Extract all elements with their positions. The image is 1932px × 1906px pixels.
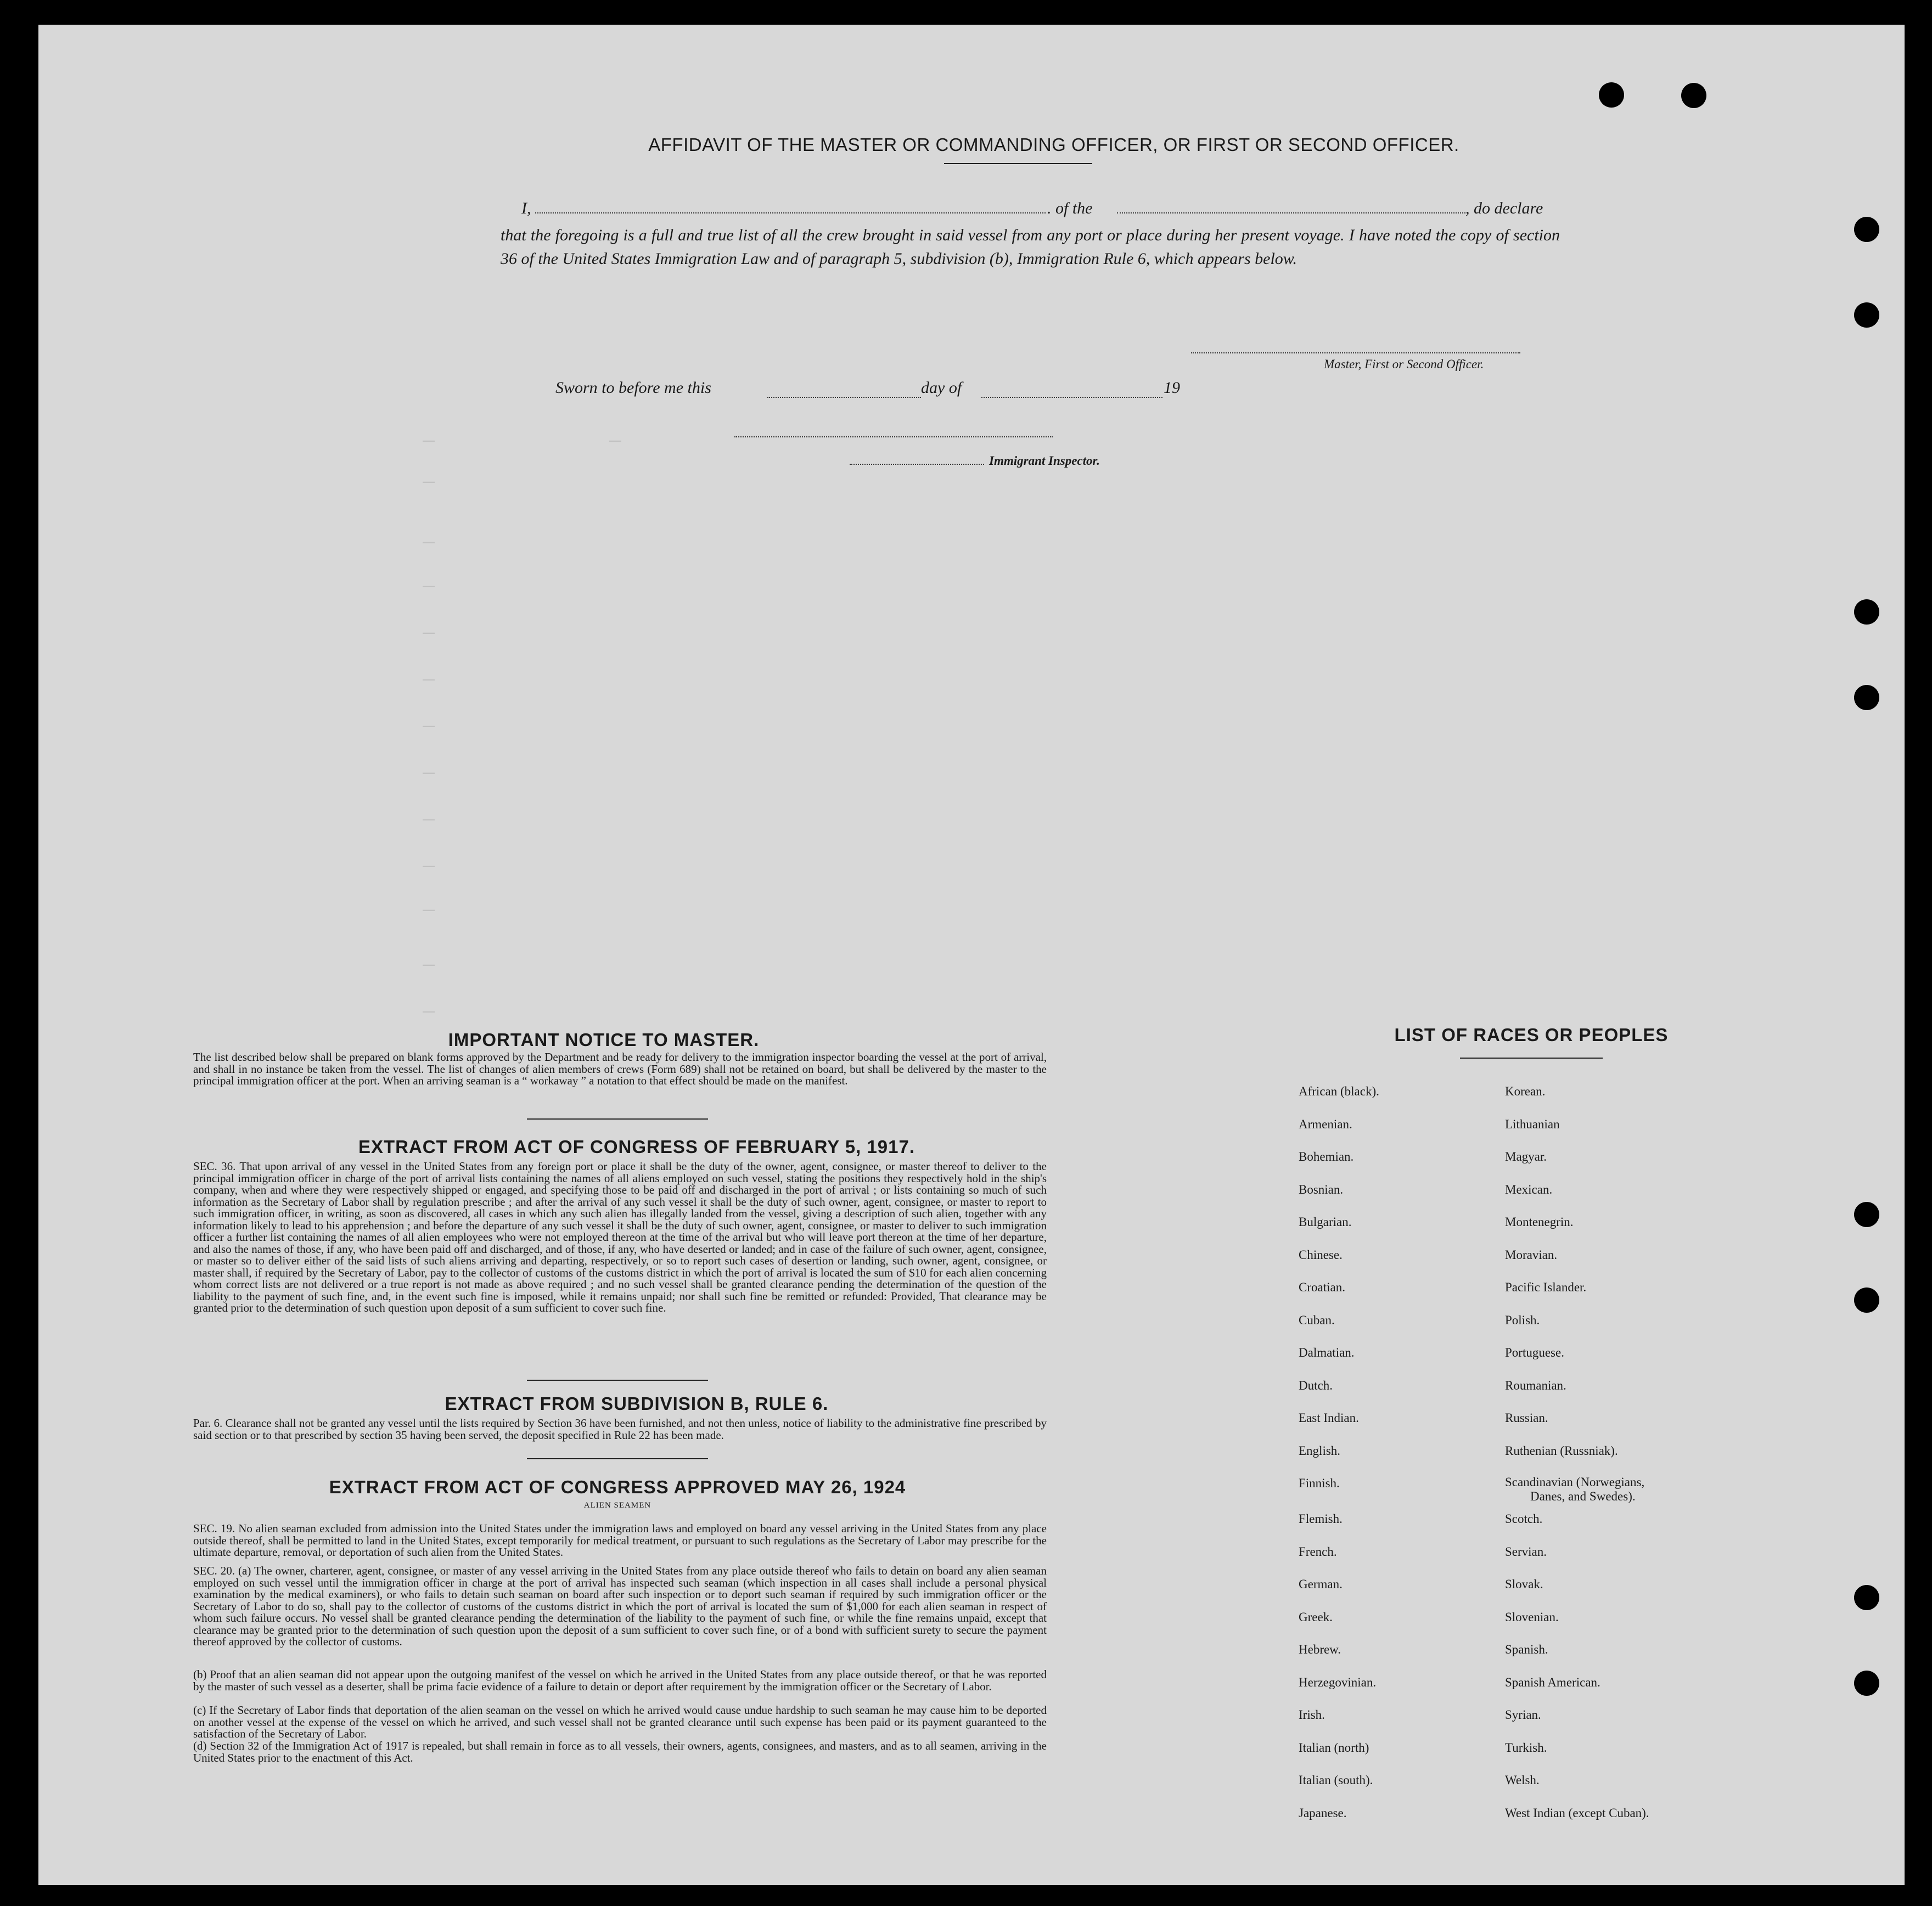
race-item: Flemish.	[1299, 1512, 1343, 1526]
punch-hole	[1854, 1585, 1879, 1610]
document-page: — — — — — — — — — — — — — — AFFIDAVIT OF THE MASTER OR COMMANDING OFFICER, OR FIRST OR SECOND OFFICER. I, . of the , do declare that the foregoing is a full and true list of all the crew brought in said vessel from any port or place during her present voyage. I have noted the copy of section 36 of the United States Immigration Law and of paragraph 5, subdivision (b), Immigration Rule 6, which appears below. Master, First or Second Officer. Sworn to before me this day of 19 Immigrant Inspector. IMPORTANT NOTICE TO MASTER. The list described below shall be prepared on blank forms approved by the Department and be ready for delivery to the immigration inspector boarding the vessel at the port of arrival, and shall in no instance be taken from the vessel. The list of changes of alien members of crews (Form 689) shall not be retained on board, but shall be delivered by the master to the principal immigration officer at the port. When an arriving seaman is a “ workaway ” a notation to that effect should be made on the manifest. EXTRACT FROM ACT OF CONGRESS OF FEBRUARY 5, 1917. SEC. 36. That upon arrival of any vessel in the United States from any foreign port or place it shall be the duty of the owner, agent, consignee, or master thereof to deliver to the principal immigration officer in charge of the port of arrival lists containing the names of all aliens employed on such vessel, stating the positions they respectively hold in the ship's company, when and where they were respectively shipped or engaged, and specifying those to be paid off and discharged in the port of arrival ; or lists containing so much of such information as the Secretary of Labor shall by regulation prescribe ; and after the arrival of any such vessel it shall be the duty of such owner, agent, consignee, or master to report to such immigration officer, in writing, as soon as discovered, all cases in which any such alien has illegally landed from the vessel, giving a description of such alien, together with any information likely to lead to his apprehension ; and before the departure of any such vessel it shall be the duty of such owner, agent, consignee, or master to deliver to such immigration officer a further list containing the names of all alien employees who were not employed thereon at the time of the arrival but who will leave port thereon at the time of her departure, and also the names of those, if any, who have been paid off and discharged, and of those, if any, who have deserted or landed; and in case of the failure of such owner, agent, consignee, or master so to deliver either of the said lists of such aliens arriving and departing, respectively, or so to report such cases of desertion or landing, such owner, agent, consignee, or master shall, if required by the Secretary of Labor, pay to the collector of customs of the customs district in which the port of arrival is located the sum of $10 for each alien concerning whom correct lists are not delivered or a true report is not made as above required ; and no such vessel shall be granted clearance pending the determination of the question of the liability to the payment of such fine, and, in the event such fine is imposed, while it remains unpaid; nor shall such fine be remitted or refunded: Provided, That clearance may be granted prior to the determination of such question upon deposit of a sum sufficient to cover such fine. EXTRACT FROM SUBDIVISION B, RULE 6. Par. 6. Clearance shall not be granted any vessel until the lists required by Section 36 have been furnished, and not then unless, notice of liability to the administrative fine prescribed by said section or to that prescribed by section 35 having been served, the deposit specified in Rule 22 has been made. EXTRACT FROM ACT OF CONGRESS APPROVED MAY 26, 1924 ALIEN SEAMEN SEC. 19. No alien seaman excluded from admission into the United States under the immigration laws and employed on board any vessel arriving in the United States from any place outside thereof, shall be permitted to land in the United States, except temporarily for medical treatment, or pursuant to such regulations as the Secretary of Labor may prescribe for the ultimate departure, removal, or deportation of such alien from the United States. SEC. 20. (a) The owner, charterer, agent, consignee, or master of any vessel arriving in the United States from any place outside thereof who fails to detain on board any alien seaman employed on such vessel until the immigration officer in charge at the port of arrival has inspected such seaman (which inspection in all cases shall include a personal physical examination by the medical examiners), or who fails to detain such seaman on board after such inspection or to deport such seaman if required by such immigration officer or the Secretary of Labor to do so, shall pay to the collector of customs of the customs district in which the port of arrival is located the sum of $1,000 for each alien seaman in respect of whom such failure occurs. No vessel shall be granted clearance pending the determination of the liability to the payment of such fine, or while the fine remains unpaid, except that clearance may be granted prior to the determination of such question upon the deposit of a sum sufficient to cover such fine, or of a bond with sufficient surety to secure the payment thereof approved by the collector of customs. (b) Proof that an alien seaman did not appear upon the outgoing manifest of the vessel on which he arrived in the United States from any place outside thereof, or that he was reported by the master of such vessel as a deserter, shall be prima facie evidence of a failure to detain or deport after requirement by the immigration officer or the Secretary of Labor. (c) If the Secretary of Labor finds that deportation of the alien seaman on the vessel on which he arrived would cause undue hardship to such seaman he may cause him to be deported on another vessel at the expense of the vessel on which he arrived, and such vessel shall not be granted clearance until such expense has been paid or its payment guaranteed to the satisfaction of the Secretary of Labor. (d) Section 32 of the Immigration Act of 1917 is repealed, but shall remain in force as to all vessels, their owners, agents, consignees, and masters, and as to all seamen, arriving in the United States prior to the enactment of this Act. LIST OF RACES OR PEOPLES African (black). Armenian. Bohemian. Bosnian. Bulgarian. Chinese. Croatian. Cuban. Dalmatian. Dutch. East Indian. English. Finnish. Flemish. French. German. Greek. Hebrew. Herzegovinian. Irish. Italian (north) Italian (south). Japanese. Korean. Lithuanian Magyar. Mexican. Montenegrin. Moravian. Pacific Islander. Polish. Portuguese. Roumanian. Russian. Ruthenian (Russniak). Scandinavian (Norwegians, Danes, and Swedes). Scotch. Servian. Slovak. Slovenian. Spanish. Spanish American. Syrian. Turkish. Welsh. West Indian (except Cuban).	[38, 25, 1905, 1885]
race-item: Herzegovinian.	[1299, 1675, 1377, 1689]
race-item: French.	[1299, 1544, 1337, 1559]
race-item: Bohemian.	[1299, 1150, 1354, 1163]
races-title: LIST OF RACES OR PEOPLES	[1394, 1025, 1669, 1045]
punch-hole	[1681, 83, 1706, 108]
affidavit-title: AFFIDAVIT OF THE MASTER OR COMMANDING OFFICER, OR FIRST OR SECOND OFFICER.	[648, 134, 1459, 155]
sworn-label: Sworn to before me this	[555, 379, 711, 397]
race-item: Russian.	[1505, 1411, 1548, 1425]
divider	[527, 1458, 708, 1459]
punch-hole	[1854, 1202, 1879, 1227]
day-of-label: day of	[921, 379, 962, 397]
race-item: Italian (north)	[1299, 1740, 1369, 1755]
race-item: African (black).	[1299, 1084, 1379, 1098]
affidavit-body: that the foregoing is a full and true list of all the crew brought in said vessel from any port or place during her present voyage. I have noted the copy of section 36 of the United States Immigration Law and of paragraph 5, subdivision (b), Immigration Rule 6, which appears below.	[501, 226, 1560, 268]
race-item: Pacific Islander.	[1505, 1280, 1587, 1294]
race-item: Polish.	[1505, 1313, 1540, 1327]
extract-1924-title: EXTRACT FROM ACT OF CONGRESS APPROVED MAY 26, 1924	[329, 1477, 906, 1497]
race-item: Greek.	[1299, 1610, 1333, 1624]
master-label: Master, First or Second Officer.	[1324, 357, 1484, 371]
extract-1917-title: EXTRACT FROM ACT OF CONGRESS OF FEBRUARY 5, 1917.	[358, 1137, 916, 1157]
race-item: East Indian.	[1299, 1411, 1359, 1425]
extract-1924-sec20a: SEC. 20. (a) The owner, charterer, agent, consignee, or master of any vessel arriving in the United States from any place outside thereof who fails to detain on board any alien seaman employed on such vessel until the immigration officer in charge at the port of arrival has inspected such seaman (which inspection in all cases shall include a personal physical examination by the medical examiners), or who fails to detain such seaman on board after such inspection or to deport such seaman if required by such immigration officer or the Secretary of Labor to do so, shall pay to the collector of customs of the customs district in which the port of arrival is located the sum of $1,000 for each alien seaman in respect of whom such failure occurs. No vessel shall be granted clearance pending the determination of the liability to the payment of such fine, or while the fine remains unpaid, except that clearance may be granted prior to the determination of such question upon the deposit of a sum sufficient to cover such fine, or of a bond with sufficient surety to secure the payment thereof approved by the collector of customs.	[193, 1564, 1047, 1648]
punch-hole	[1854, 217, 1879, 242]
races-column-1	[1299, 1083, 1379, 1837]
race-item: Armenian.	[1299, 1117, 1352, 1131]
rule6-text: Par. 6. Clearance shall not be granted any vessel until the lists required by Section 36 have been furnished, and not then unless, notice of liability to the administrative fine prescribed by said section or to that prescribed by section 35 having been served, the deposit specified in Rule 22 has been made.	[193, 1416, 1047, 1442]
race-item: Montenegrin.	[1505, 1215, 1574, 1229]
race-item: Hebrew.	[1299, 1643, 1341, 1656]
race-item: Bulgarian.	[1299, 1215, 1352, 1229]
race-item: Spanish American.	[1505, 1675, 1600, 1689]
race-item: English.	[1299, 1443, 1341, 1458]
race-item: Bosnian.	[1299, 1182, 1344, 1196]
race-item: Japanese.	[1299, 1806, 1347, 1820]
race-item: Mexican.	[1505, 1182, 1553, 1196]
race-item: Chinese.	[1299, 1247, 1343, 1262]
race-item: Finnish.	[1299, 1476, 1340, 1490]
extract-1924-sec19: SEC. 19. No alien seaman excluded from admission into the United States under the immigration laws and employed on board any vessel arriving in the United States from any place outside thereof, shall be permitted to land in the United States, except temporarily for medical treatment, or pursuant to such regulations as the Secretary of Labor may prescribe for the ultimate departure, removal, or deportation of such alien from the United States.	[193, 1522, 1047, 1559]
race-item: Ruthenian (Russniak).	[1505, 1443, 1618, 1458]
race-item: Italian (south).	[1299, 1773, 1373, 1787]
race-item: Croatian.	[1299, 1280, 1345, 1294]
punch-hole	[1854, 1287, 1879, 1313]
race-item: Cuban.	[1299, 1313, 1335, 1327]
extract-1917-text: SEC. 36. That upon arrival of any vessel in the United States from any foreign port or place it shall be the duty of the owner, agent, consignee, or master thereof to deliver to the principal immigration officer in charge of the port of arrival lists containing the names of all aliens employed on such vessel, stating the positions they respectively hold in the ship's company, when and where they were respectively shipped or engaged, and specifying those to be paid off and discharged in the port of arrival ; or lists containing so much of such information as the Secretary of Labor shall by regulation prescribe ; and after the arrival of any such vessel it shall be the duty of such owner, agent, consignee, or master to report to such immigration officer, in writing, as soon as discovered, all cases in which any such alien has illegally landed from the vessel, giving a description of such alien, together with any information likely to lead to his apprehension ; and before the departure of any such vessel it shall be the duty of such owner, agent, consignee, or master to deliver to such immigration officer a further list containing the names of all alien employees who were not employed thereon at the time of the arrival but who will leave port thereon at the time of her departure, and also the names of those, if any, who have been paid off and discharged, and of those, if any, who have deserted or landed; and in case of the failure of such owner, agent, consignee, or master so to deliver either of the said lists of such aliens arriving and departing, respectively, or so to report such cases of desertion or landing, such owner, agent, consignee, or master shall, if required by the Secretary of Labor, pay to the collector of customs of the customs district in which the port of arrival is located the sum of $10 for each alien concerning whom correct lists are not delivered or a true report is not made as above required ; and no such vessel shall be granted clearance pending the determination of the question of the liability to the payment of such fine, and, in the event such fine is imposed, while it remains unpaid; nor shall such fine be remitted or refunded: Provided, That clearance may be granted prior to the determination of such question upon deposit of a sum sufficient to cover such fine.	[193, 1160, 1047, 1314]
race-item: Irish.	[1299, 1708, 1325, 1722]
master-signature-line[interactable]	[1191, 352, 1520, 353]
affidavit-i: I,	[521, 199, 531, 217]
officer-name-line[interactable]	[535, 212, 1046, 213]
race-item: Welsh.	[1505, 1773, 1540, 1787]
punch-hole	[1854, 599, 1879, 625]
race-item: Syrian.	[1505, 1708, 1541, 1722]
race-item: Dutch.	[1299, 1378, 1333, 1392]
vessel-name-line[interactable]	[1117, 212, 1465, 213]
race-item: Spanish.	[1505, 1643, 1548, 1656]
extract-1924-sec20d: (d) Section 32 of the Immigration Act of 1917 is repealed, but shall remain in force as to all vessels, their owners, agents, consignees, and masters, and as to all seamen, arriving in the United States prior to the enactment of this Act.	[193, 1739, 1047, 1764]
extract-1924-sec20c: (c) If the Secretary of Labor finds that deportation of the alien seaman on the vessel on which he arrived would cause undue hardship to such seaman he may cause him to be deported on another vessel at the expense of the vessel on which he arrived, and such vessel shall not be granted clearance until such expense has been paid or its payment guaranteed to the satisfaction of the Secretary of Labor.	[193, 1703, 1047, 1740]
race-item: Korean.	[1505, 1084, 1546, 1098]
inspector-label: Immigrant Inspector.	[989, 454, 1100, 468]
inspector-line-1[interactable]	[734, 436, 1053, 437]
year-label: 19	[1164, 379, 1180, 397]
divider	[944, 163, 1092, 164]
race-item: German.	[1299, 1577, 1343, 1591]
rule6-title: EXTRACT FROM SUBDIVISION B, RULE 6.	[445, 1393, 829, 1414]
punch-hole	[1854, 1671, 1879, 1696]
race-item: Moravian.	[1505, 1247, 1558, 1262]
notice-text: The list described below shall be prepared on blank forms approved by the Department and be ready for delivery to the immigration inspector boarding the vessel at the port of arrival, and shall in no instance be taken from the vessel. The list of changes of alien members of crews (Form 689) shall not be retained on board, but shall be delivered by the master to the principal immigration officer at the port. When an arriving seaman is a “ workaway ” a notation to that effect should be made on the manifest.	[193, 1050, 1047, 1087]
divider	[527, 1118, 708, 1120]
race-item: Lithuanian	[1505, 1117, 1560, 1131]
race-item: Turkish.	[1505, 1740, 1547, 1755]
notice-title: IMPORTANT NOTICE TO MASTER.	[448, 1030, 760, 1050]
race-item: Scandinavian (Norwegians,	[1505, 1475, 1645, 1489]
race-item: Dalmatian.	[1299, 1346, 1355, 1359]
affidavit-declare: , do declare	[1465, 199, 1543, 217]
race-item: Magyar.	[1505, 1150, 1547, 1163]
race-item: Slovak.	[1505, 1577, 1543, 1591]
divider	[1460, 1058, 1603, 1059]
race-item: Servian.	[1505, 1544, 1547, 1559]
sworn-day-line[interactable]	[767, 397, 921, 398]
punch-hole	[1854, 685, 1879, 710]
affidavit-of-the: . of the	[1047, 199, 1093, 217]
divider	[527, 1380, 708, 1381]
inspector-line-2[interactable]	[850, 464, 984, 465]
extract-1924-sec20b: (b) Proof that an alien seaman did not appear upon the outgoing manifest of the vessel on which he arrived in the United States from any place outside thereof, or that he was reported by the master of such vessel as a deserter, shall be prima facie evidence of a failure to detain or deport after requirement by the immigration officer or the Secretary of Labor.	[193, 1668, 1047, 1693]
race-item: West Indian (except Cuban).	[1505, 1806, 1649, 1820]
punch-hole	[1599, 82, 1624, 108]
race-item: Slovenian.	[1505, 1610, 1559, 1624]
races-column-2	[1505, 1083, 1649, 1837]
race-item: Scotch.	[1505, 1512, 1543, 1526]
extract-1924-subtitle: ALIEN SEAMEN	[583, 1501, 652, 1510]
sworn-month-line[interactable]	[981, 397, 1162, 398]
race-item: Portuguese.	[1505, 1346, 1564, 1359]
race-item-scandinavian	[1505, 1475, 1649, 1511]
race-item-continuation: Danes, and Swedes).	[1530, 1489, 1636, 1503]
race-item: Roumanian.	[1505, 1378, 1566, 1392]
punch-hole	[1854, 302, 1879, 328]
